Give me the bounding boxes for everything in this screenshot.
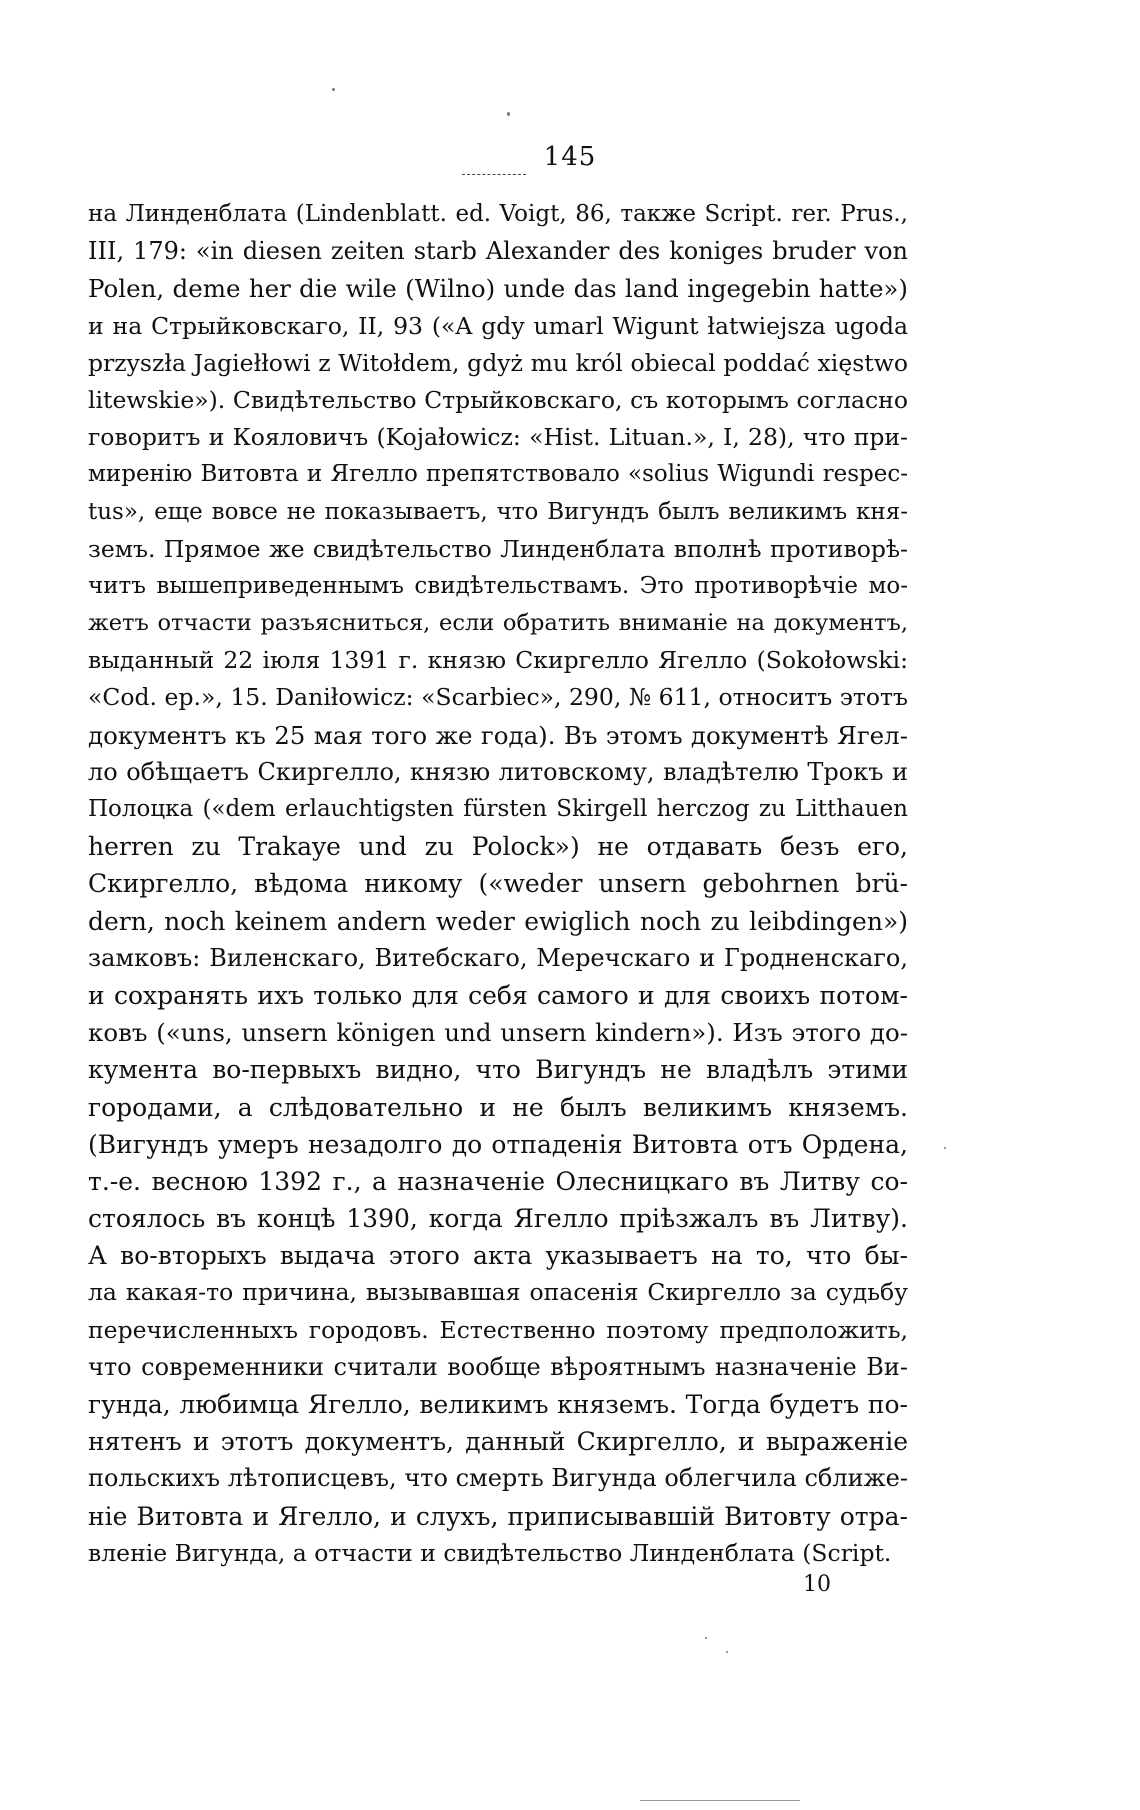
text-line: (Вигундъ умеръ незадолго до отпаденія Витовта отъ Ордена, xyxy=(88,1129,908,1159)
text-line: документъ къ 25 мая того же года). Въ этомъ документѣ Ягел- xyxy=(88,720,908,750)
text-line: litewskie»). Свидѣтельство Стрыйковскаго, съ которымъ согласно xyxy=(88,385,908,414)
text-line: говоритъ и Кояловичъ (Kojałowicz: «Hist. Lituan.», I, 28), что при- xyxy=(88,423,908,452)
text-line: ковъ («uns, unsern königen und unsern kindern»). Изъ этого до- xyxy=(88,1018,908,1048)
text-line: ніе Витовта и Ягелло, и слухъ, приписывавшій Витовту отра- xyxy=(88,1501,908,1531)
text-line: вленіе Вигунда, а отчасти и свидѣтельство Линденблата (Script. xyxy=(88,1538,892,1567)
body-text xyxy=(88,196,908,1572)
text-line: перечисленныхъ городовъ. Естественно поэтому предположить, xyxy=(88,1315,908,1344)
text-line: выданный 22 іюля 1391 г. князю Скиргелло Ягелло (Sokołowski: xyxy=(88,646,908,675)
text-line: кумента во-первыхъ видно, что Вигундъ не владѣлъ этими xyxy=(88,1055,908,1085)
text-line: т.-е. весною 1392 г., а назначеніе Олесницкаго въ Литву со- xyxy=(88,1166,908,1196)
text-line: миренію Витовта и Ягелло препятствовало «solius Wigundi respec- xyxy=(88,461,908,488)
text-line: читъ вышеприведеннымъ свидѣтельствамъ. Это противорѣчіе мо- xyxy=(88,572,908,599)
page-number: 145 xyxy=(543,142,597,172)
text-line: земъ. Прямое же свидѣтельство Линденблата вполнѣ противорѣ- xyxy=(88,534,908,563)
text-line: Polen, deme her die wile (Wilno) unde das land ingegebin hatte») xyxy=(88,274,908,304)
text-line: Полоцка («dem erlauchtigsten fürsten Skirgell herczog zu Litthauen xyxy=(88,796,908,822)
text-line: городами, а слѣдовательно и не былъ великимъ княземъ. xyxy=(88,1092,908,1122)
text-line: гунда, любимца Ягелло, великимъ княземъ. Тогда будетъ по- xyxy=(88,1390,908,1419)
text-line: Скиргелло, вѣдома никому («weder unsern gebohrnen brü- xyxy=(88,869,908,899)
text-line: замковъ: Виленскаго, Витебскаго, Меречскаго и Гродненскаго, xyxy=(88,943,908,972)
scan-speck xyxy=(705,1637,707,1639)
text-line: жетъ отчасти разъясниться, если обратить вниманіе на документъ, xyxy=(88,610,908,637)
page-number-underline xyxy=(462,174,526,175)
text-line: III, 179: «in diesen zeiten starb Alexander des koniges bruder von xyxy=(88,237,908,266)
scan-speck xyxy=(726,1651,728,1653)
text-line: что современники считали вообще вѣроятнымъ назначеніе Ви- xyxy=(88,1352,908,1381)
text-line: на Линденблата (Lindenblatt. ed. Voigt, 86, также Script. rer. Prus., xyxy=(88,201,908,227)
text-line: нятенъ и этотъ документъ, данный Скиргелло, и выраженіе xyxy=(88,1427,908,1457)
text-line: польскихъ лѣтописцевъ, что смерть Вигунда облегчила сближе- xyxy=(88,1464,908,1493)
text-line: «Cod. ep.», 15. Daniłowicz: «Scarbiec», 290, № 611, относитъ этотъ xyxy=(88,683,908,712)
text-line: przyszła Jagiełłowi z Witołdem, gdyż mu król obiecal poddać xięstwo xyxy=(88,348,908,377)
scan-speck xyxy=(507,112,510,116)
text-line: ло обѣщаетъ Скиргелло, князю литовскому, владѣтелю Трокъ и xyxy=(88,757,908,786)
text-line: tus», еще вовсе не показываетъ, что Вигундъ былъ великимъ кня- xyxy=(88,498,908,525)
scan-speck xyxy=(944,1147,946,1149)
text-line: стоялось въ концѣ 1390, когда Ягелло пріѣзжалъ въ Литву). xyxy=(88,1204,908,1234)
text-line: ла какая-то причина, вызывавшая опасенія Скиргелло за судьбу xyxy=(88,1278,908,1307)
text-line: и сохранять ихъ только для себя самого и для своихъ потом- xyxy=(88,980,908,1010)
text-line: и на Стрыйковскаго, II, 93 («A gdy umarl Wigunt łatwiejsza ugoda xyxy=(88,311,908,340)
text-line: dern, noch keinem andern weder ewiglich noch zu leibdingen») xyxy=(88,906,908,936)
signature-mark: 10 xyxy=(803,1572,831,1597)
scan-edge-line xyxy=(640,1800,800,1801)
text-line: herren zu Trakaye und zu Polock») не отдавать безъ его, xyxy=(88,832,908,862)
scan-speck xyxy=(332,88,335,91)
text-line: А во-вторыхъ выдача этого акта указываетъ на то, что бы- xyxy=(88,1241,908,1271)
